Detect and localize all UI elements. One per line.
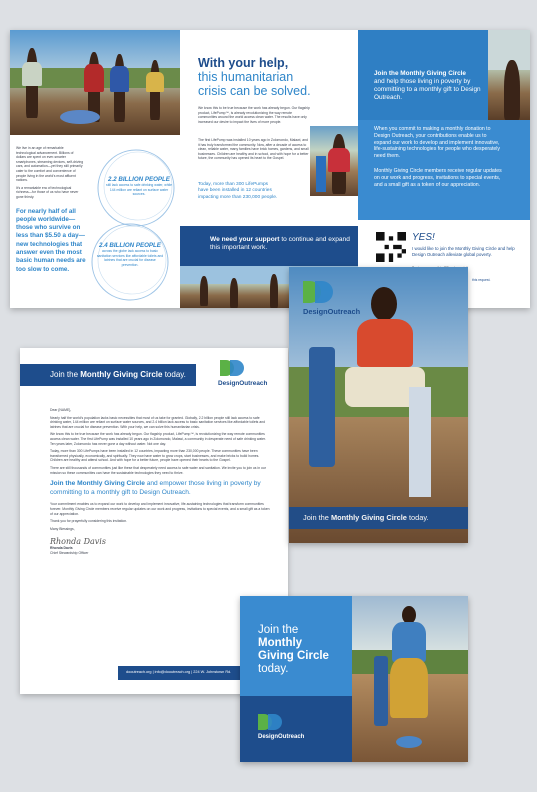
postcard-logo: DesignOutreach [258,714,338,750]
brochure-form-panel: YES! I would like to join the Monthly Giving Circle and help Design Outreach alleviate global poverty. this request. [358,220,530,308]
letter-footer-bar: dooutreach.org | info@dooutreach.org | 224 W. Johnstown Rd. [118,666,288,680]
qr-code-icon [376,232,406,262]
signature: Rhonda Davis [50,537,106,547]
postcard-navy-panel [240,696,352,762]
stat-1: 2.2 BILLION PEOPLE still lack access to safe drinking water, while 144 million are reliant on surface water sources. [106,176,172,197]
right-text-2: Monthly Giving Circle members receive regular updates on our work and progress, invitations to special events, and a small gift as a token of our appreciation. [374,168,502,188]
right-text-1: When you commit to making a monthly donation to Design Outreach, your contributions enable us to expand our work to develop and implement innovative, life-sustaining technologies for people who desperately need them. [374,126,501,160]
letter-body: Dear {NAME}, Nearly half the world's population lacks basic necessities that most of us take for granted. Globally, 2.2 billion people still lack access to safe drinking water, 144 million are reliant on surface water sources, and 2.4 billion lack access to basic sanitation services like affordable toilets and latrines that are crucial for disease prevention. With your help, we can solve this humanitarian crisis. We know this to be true because the work has already begun. Our flagship product, LifePump™, is revolutionizing the way remote communities access clean water. The first LifePump was installed 10 years ago in Zolomondo, Malawi, a community in desperate need of safe drinking water. Ten years later, Zolomondo has never gone a day without water. Not one day. Today, more than 300 LifePumps have been installed in 12 countries, impacting more than 230,000 people. These communities have been transformed physically, economically, and spiritually. They now have water to grow crops, start businesses, and make bricks to build homes. Children are healthy and attend school. And with hope for a better future, people have opened their hearts to the Gospel. There are still thousands of communities just like these that desperately need access to safe water and sanitation. We invite you to join us in our mission so these communities can have the sustainable technologies they need to thrive. Join the Monthly Giving Circle and empower those living in poverty by committing to a monthly gift to Design Outreach. Your commitment enables us to expand our work to develop and implement innovative, life-sustaining technologies that transform communities forever. Monthly Giving Circle members receive regular updates on our work and progress, invitations to special events, and a small gift as a token of our appreciation. Thank you for prayerfully considering this invitation. Many Blessings, Rhonda Davis Rhonda Davis Chief Stewardship Officer [50,408,272,555]
yes-title: YES! [412,232,435,243]
card-logo: DesignOutreach [303,281,383,321]
letter-callout: Join the Monthly Giving Circle and empower those living in poverty by committing to a monthly gift to Design Outreach. [50,480,261,496]
story-text: The first LifePump was installed 10 years ago in Zolomondo, Malawi, and it has truly transformed the community. Now, after a decade of access to clean, reliable water, many families have brick homes, gardens, and small businesses. Children are healthy and in school, and with hope for a better future, the community has opened its heart to the Gospel. [198,138,309,161]
postcard-headline: Join the Monthly Giving Circle today. [258,624,329,675]
postcard-blue-panel [240,596,352,696]
stat-circles-decoration [90,142,182,308]
card-caption-bar: Join the Monthly Giving Circle today. [289,507,468,529]
water-pump [374,656,388,726]
right-title: Join the Monthly Giving Circle and help those living in poverty by committing to a monthly gift to Design Outreach. [374,70,481,101]
right-corner-photo [488,30,530,120]
intro-text: We know this to be true because the work has already begun. Our flagship product, LifePump™, is already revolutionizing the way remote communities around the world access clean water. The results have only increased our desire to impact the lives of more people. [198,106,310,124]
water-pump [309,347,335,467]
postcard-photo [352,596,468,762]
stat-2: 2.4 BILLION PEOPLE across the globe lack access to basic sanitation services like affordable toilets and latrines that are crucial for disease prevention. [96,242,164,267]
letter-logo: DesignOutreach [214,358,284,394]
support-banner: We need your support to continue and expand this important work. [180,226,358,266]
left-callout: For nearly half of all people worldwide—those who survive on less than $5.50 a day—new technologies that answer even the most basic human needs are too slow to come. [16,207,86,273]
yes-text: I would like to join the Monthly Giving Circle and help Design Outreach alleviate global poverty. [412,246,515,257]
headline: With your help, this humanitarian crisis can be solved. [198,56,311,98]
brochure-left-photo [10,30,180,135]
photo-card [289,267,468,543]
letter-header-bar: Join the Monthly Giving Circle today. [20,364,196,386]
brochure-left-text: We live in an age of remarkable technological advancement. Billions of dollars are spent on ever-smarter smartphones, streaming devices, self-driving cars, and automation—yet they still primarily cater to the comfort and convenience of people living in the world's most affluent nations. It's a remarkable era of technological richness—for those of us who have never gone thirsty. For nearly half of all people worldwide—those who survive on less than $5.50 a day—new technologies that answer even the most basic human needs are too slow to come. [16,146,84,274]
middle-photo [310,126,358,196]
stat-callout: Today, more than 300 LifePumps have been installed in 12 countries impacting more than 230,000 people. [198,182,278,200]
brochure-middle-panel [180,30,358,240]
postcard [240,596,468,762]
